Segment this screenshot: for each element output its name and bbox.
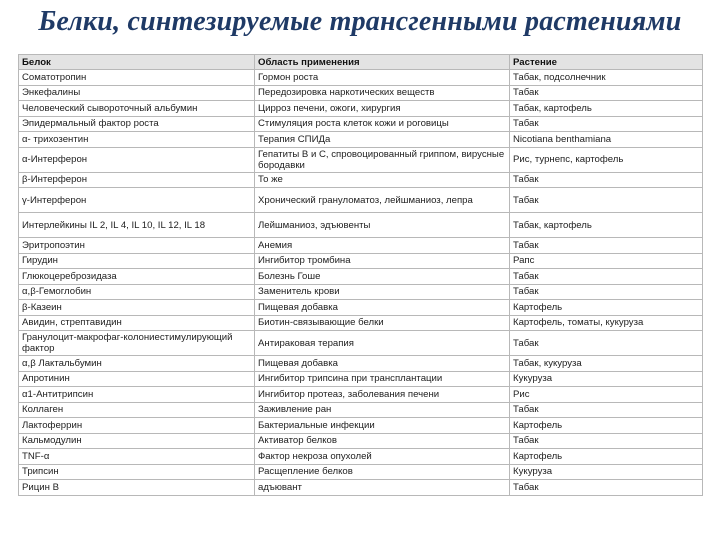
table-row: [19, 116, 703, 132]
cell-protein: β-Интерферон: [19, 172, 255, 188]
cell-application: Бактериальные инфекции: [255, 418, 510, 434]
cell-application: Стимуляция роста клеток кожи и роговицы: [255, 116, 510, 132]
cell-protein: Человеческий сывороточный альбумин: [19, 101, 255, 117]
table-row: [19, 402, 703, 418]
cell-plant: Кукуруза: [510, 464, 703, 480]
table-row: [19, 433, 703, 449]
cell-protein: Апротинин: [19, 371, 255, 387]
cell-application: Ингибитор тромбина: [255, 253, 510, 269]
cell-plant: Табак: [510, 85, 703, 101]
header-application: Область применения: [255, 55, 510, 70]
cell-plant: Картофель: [510, 300, 703, 316]
cell-plant: Табак: [510, 269, 703, 285]
cell-protein: Кальмодулин: [19, 433, 255, 449]
cell-application: адъювант: [255, 480, 510, 496]
cell-application: Болезнь Гоше: [255, 269, 510, 285]
table-row: [19, 387, 703, 403]
cell-application: Гепатиты В и С, спровоцированный гриппом, вирусные бородавки: [255, 147, 510, 172]
table-row: [19, 464, 703, 480]
table-row: [19, 147, 703, 172]
cell-plant: Табак: [510, 480, 703, 496]
cell-protein: Лактоферрин: [19, 418, 255, 434]
cell-plant: Табак, картофель: [510, 101, 703, 117]
cell-plant: Табак: [510, 238, 703, 254]
cell-protein: α1-Антитрипсин: [19, 387, 255, 403]
table-row: [19, 284, 703, 300]
cell-protein: Глюкоцереброзидаза: [19, 269, 255, 285]
table-row: [19, 300, 703, 316]
cell-application: Передозировка наркотических веществ: [255, 85, 510, 101]
cell-plant: Табак, подсолнечник: [510, 70, 703, 86]
table-row: [19, 315, 703, 331]
cell-protein: α,β Лактальбумин: [19, 356, 255, 372]
header-plant: Растение: [510, 55, 703, 70]
table-row: [19, 101, 703, 117]
cell-application: Расщепление белков: [255, 464, 510, 480]
cell-plant: Табак, кукуруза: [510, 356, 703, 372]
cell-application: Гормон роста: [255, 70, 510, 86]
cell-application: Пищевая добавка: [255, 300, 510, 316]
cell-plant: Рапс: [510, 253, 703, 269]
cell-protein: TNF-α: [19, 449, 255, 465]
cell-application: То же: [255, 172, 510, 188]
table-row: [19, 480, 703, 496]
cell-protein: Энкефалины: [19, 85, 255, 101]
cell-plant: Табак: [510, 433, 703, 449]
cell-application: Пищевая добавка: [255, 356, 510, 372]
cell-application: Активатор белков: [255, 433, 510, 449]
cell-protein: Авидин, стрептавидин: [19, 315, 255, 331]
cell-application: Заживление ран: [255, 402, 510, 418]
cell-plant: Табак: [510, 188, 703, 213]
cell-application: Анемия: [255, 238, 510, 254]
cell-plant: Картофель: [510, 449, 703, 465]
cell-protein: Гирудин: [19, 253, 255, 269]
cell-application: Цирроз печени, ожоги, хирургия: [255, 101, 510, 117]
cell-plant: Картофель, томаты, кукуруза: [510, 315, 703, 331]
table-row: [19, 418, 703, 434]
cell-plant: Nicotiana benthamiana: [510, 132, 703, 148]
cell-protein: Рицин В: [19, 480, 255, 496]
table-row: [19, 85, 703, 101]
cell-protein: Соматотропин: [19, 70, 255, 86]
cell-plant: Табак: [510, 116, 703, 132]
cell-application: Заменитель крови: [255, 284, 510, 300]
table-row: [19, 253, 703, 269]
cell-plant: Табак, картофель: [510, 213, 703, 238]
cell-protein: Интерлейкины IL 2, IL 4, IL 10, IL 12, IL 18: [19, 213, 255, 238]
table-row: [19, 356, 703, 372]
cell-application: Хронический грануломатоз, лейшманиоз, лепра: [255, 188, 510, 213]
cell-plant: Рис, турнепс, картофель: [510, 147, 703, 172]
protein-table: [18, 54, 703, 496]
cell-protein: α,β-Гемоглобин: [19, 284, 255, 300]
cell-protein: γ-Интерферон: [19, 188, 255, 213]
cell-protein: α- трихозентин: [19, 132, 255, 148]
cell-plant: Табак: [510, 402, 703, 418]
cell-application: Фактор некроза опухолей: [255, 449, 510, 465]
cell-application: Ингибитор протеаз, заболевания печени: [255, 387, 510, 403]
table-body: [19, 70, 703, 496]
cell-application: Антираковая терапия: [255, 331, 510, 356]
table-row: [19, 449, 703, 465]
cell-application: Ингибитор трипсина при трансплантации: [255, 371, 510, 387]
protein-table-container: [18, 54, 702, 496]
table-header-row: [19, 55, 703, 70]
cell-protein: Коллаген: [19, 402, 255, 418]
cell-protein: Эпидермальный фактор роста: [19, 116, 255, 132]
table-row: [19, 371, 703, 387]
table-row: [19, 213, 703, 238]
table-row: [19, 188, 703, 213]
cell-protein: α-Интерферон: [19, 147, 255, 172]
header-protein: Белок: [19, 55, 255, 70]
cell-plant: Табак: [510, 331, 703, 356]
table-row: [19, 172, 703, 188]
cell-protein: Эритропоэтин: [19, 238, 255, 254]
cell-plant: Картофель: [510, 418, 703, 434]
cell-plant: Табак: [510, 284, 703, 300]
cell-protein: Трипсин: [19, 464, 255, 480]
slide-title: Белки, синтезируемые трансгенными растениями: [38, 6, 682, 37]
cell-plant: Кукуруза: [510, 371, 703, 387]
cell-plant: Табак: [510, 172, 703, 188]
cell-application: Лейшманиоз, эдъювенты: [255, 213, 510, 238]
table-row: [19, 70, 703, 86]
table-row: [19, 132, 703, 148]
table-row: [19, 238, 703, 254]
cell-protein: β-Казеин: [19, 300, 255, 316]
cell-application: Биотин-связывающие белки: [255, 315, 510, 331]
table-row: [19, 331, 703, 356]
cell-protein: Гранулоцит-макрофаг-колониестимулирующий фактор: [19, 331, 255, 356]
cell-plant: Рис: [510, 387, 703, 403]
table-row: [19, 269, 703, 285]
cell-application: Терапия СПИДа: [255, 132, 510, 148]
